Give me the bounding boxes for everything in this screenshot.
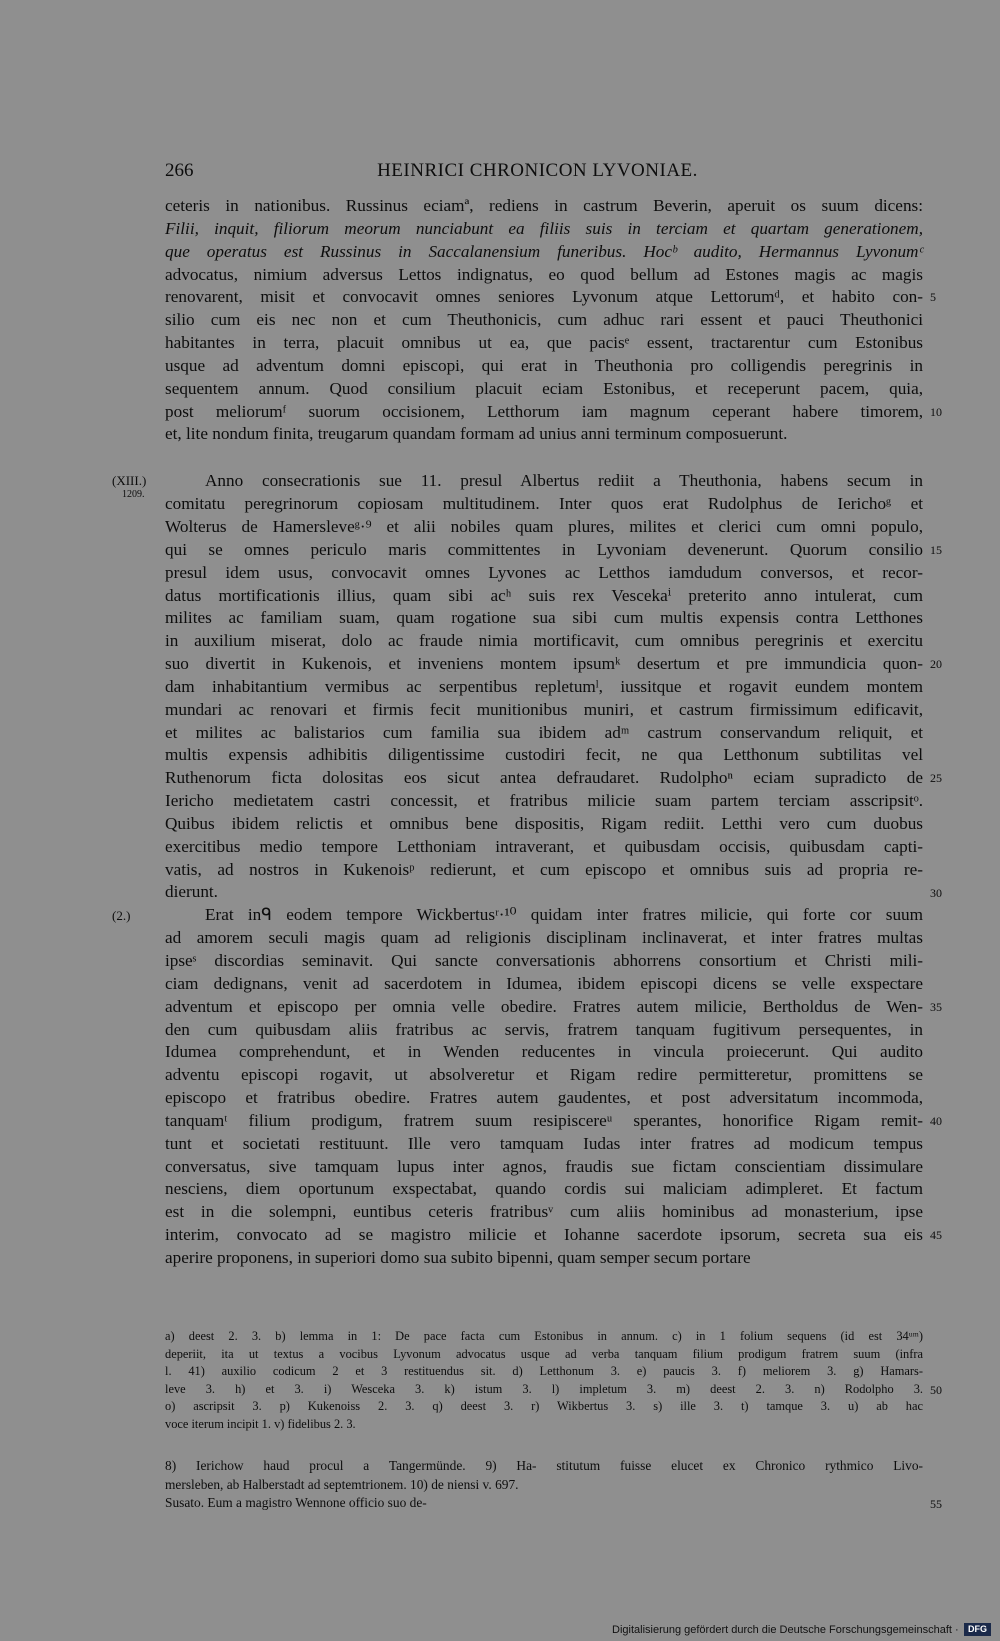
note-line: 8) Ierichow haud procul a Tangermünde. 9) Ha- stitutum fuisse elucet ex Chronico rythmico Livo- <box>165 1458 923 1473</box>
text-line: adventum et episcopo per omnia velle obedire. Fratres autem milicie, Bertholdus de Wen- <box>165 996 923 1016</box>
text-line: dierunt. <box>165 882 218 902</box>
text-line: que operatus est Russinus in Saccalanensium funeribus. Hocᵇ audito, Hermannus Lyvonumᶜ <box>165 241 923 261</box>
text-line: Wolterus de Hamersleveᵍ·⁹ et alii nobiles quam plures, milites et clerici cum omni populo, <box>165 516 923 536</box>
text-line: mundari ac renovari et firmis fecit munitionibus muniri, et castrum firmissimum edificavit, <box>165 699 923 719</box>
text-line: presul idem usus, convocavit omnes Lyvones ac Letthos iamdudum conversos, et recor- <box>165 562 923 582</box>
page-header <box>165 160 910 186</box>
text-line: habitantes in terra, placuit omnibus ut ea, que pacisᵉ essent, tractarentur cum Estonibus <box>165 333 923 353</box>
text-line: et milites ac balistarios cum familia sua ibidem adᵐ castrum conservandum reliquit, et <box>165 722 923 742</box>
note-line: o) ascripsit 3. p) Kukenoiss 2. 3. q) deest 3. r) Wikbertus 3. s) ille 3. t) tamque 3. u) ab hac <box>165 1399 923 1414</box>
text-line: multis expensis adhibitis diligentissime custodiri fecit, ne qua Letthonum subtilitas vel <box>165 745 923 765</box>
text-line: advocatus, nimium adversus Lettos indignatus, eo quod bellum ad Estones magis ac magis <box>165 264 923 284</box>
dfg-logo: DFG <box>964 1623 991 1636</box>
text-line: ipseˢ discordias seminavit. Qui sancte conversationis abhorrens consortium et Christi mili- <box>165 951 923 970</box>
text-line: Anno consecrationis sue 11. presul Albertus rediit a Theuthonia, habens secum in <box>205 471 923 491</box>
line-number: 40 <box>930 1114 942 1129</box>
note-line: a) deest 2. 3. b) lemma in 1: De pace facta cum Estonibus in annum. c) in 1 folium sequens (id est 34ᵘᵐ) <box>165 1329 923 1343</box>
margin-note: (2.) <box>112 907 131 923</box>
text-line: comitatu peregrinorum copiosam multitudinem. Inter quos erat Rudolphus de Ierichoᵍ et <box>165 494 923 514</box>
text-line: est in die solempni, euntibus ceteris fratribusᵛ cum aliis hominibus ad monasterium, ipse <box>165 1202 923 1222</box>
margin-note: (XIII.) <box>112 473 147 489</box>
note-line: deperiit, ita ut textus a vocibus Lyvonum advocatus usque ad verba tanquam filium prodigum fratrem suum (infra <box>165 1346 923 1361</box>
margin-year: 1209. <box>122 489 145 501</box>
note-line: Susato. Eum a magistro Wennone officio suo de- <box>165 1495 427 1511</box>
line-number: 45 <box>930 1228 942 1243</box>
line-number: 25 <box>930 771 942 786</box>
text-line: post meliorumᶠ suorum occisionem, Letthorum iam magnum ceperant habere timorem, <box>165 401 923 421</box>
text-line: vatis, ad nostros in Kukenoisᵖ redierunt, et cum episcopo et omnibus suis ad propria re- <box>165 859 923 879</box>
line-number: 55 <box>930 1497 942 1512</box>
text-line: milites ac familiam suam, quam rogatione sua sibi cum multis expensis contra Letthones <box>165 608 923 628</box>
text-line: aperire proponens, in superiori domo sua subito bipenni, quam semper secum portare <box>165 1247 751 1267</box>
text-line: Idumea comprehendunt, et in Wenden reducentes in vincula proiecerunt. Qui audito <box>165 1042 923 1062</box>
text-line: tanquamᵗ filium prodigum, fratrem suum resipiscereᵘ sperantes, honorifice Rigam remit- <box>165 1110 923 1130</box>
text-line: Ruthenorum ficta dolositas eos sicut antea defraudaret. Rudolphoⁿ eciam supradicto de <box>165 768 923 788</box>
line-number: 30 <box>930 885 942 900</box>
text-line: Erat inᑫ eodem tempore Wickbertusʳ·¹⁰ quidam inter fratres milicie, qui forte cor suum <box>205 905 923 925</box>
text-line: datus mortificationis illius, quam sibi acʰ suis rex Vescekaⁱ preterito anno intulerat, cum <box>165 585 923 605</box>
text-line: silio cum eis nec non et cum Theuthonicis, cum adhuc rari essent et pauci Theuthonici <box>165 310 923 330</box>
text-line: Filii, inquit, filiorum meorum nunciabunt ea filiis suis in terciam et quartam generationem, <box>165 218 923 238</box>
note-line: l. 41) auxilio codicum 2 et 3 restituendus sit. d) Letthonum 3. e) paucis 3. f) meliorem 3. g) Hamars- <box>165 1364 923 1379</box>
text-line: usque ad adventum domni episcopi, qui erat in Theuthonia pro colligendis peregrinis in <box>165 355 923 375</box>
text-line: ciam dedignans, venit ad sacerdotem in Idumea, ibidem episcopi dicens se velle exspectare <box>165 973 923 993</box>
variant-notes <box>165 1328 923 1434</box>
text-line: et, lite nondum finita, treugarum quandam formam ad unius anni terminum composuerunt. <box>165 424 788 444</box>
text-line: interim, convocato ad se magistro milicie et Iohanne sacerdote ipsorum, secreta sua eis <box>165 1225 923 1245</box>
note-line: leve 3. h) et 3. i) Wesceka 3. k) istum 3. l) impletum 3. m) deest 2. 3. n) Rodolpho 3. <box>165 1381 923 1396</box>
text-line: sequentem annum. Quod consilium placuit eciam Estonibus, et receperunt pacem, quia, <box>165 378 923 398</box>
text-line: ad amorem seculi magis quam ad religionis disciplinam inclinaverat, et inter fratres multas <box>165 928 923 948</box>
line-number: 15 <box>930 542 942 557</box>
main-text <box>165 195 923 1270</box>
note-line: voce iterum incipit 1. v) fidelibus 2. 3. <box>165 1416 356 1431</box>
text-line: den cum quibusdam aliis fratribus ac servis, fratrem tanquam fugitivum persequentes, in <box>165 1019 923 1039</box>
line-number: 50 <box>930 1382 942 1397</box>
text-line: dam inhabitantium vermibus ac serpentibus repletumˡ, iussitque et rogavit eundem montem <box>165 676 923 696</box>
text-line: in auxilium miserat, dolo ac fraude nimia mortificavit, cum omnibus peregrinis et exercitu <box>165 631 923 651</box>
text-line: exercitibus medio tempore Letthoniam intraverant, et quibusdam occisis, quibusdam capti- <box>165 836 923 856</box>
text-line: Quibus ibidem relictis et omnibus bene dispositis, Rigam rediit. Letthi vero cum duobus <box>165 813 923 833</box>
text-line: ceteris in nationibus. Russinus eciamª, rediens in castrum Beverin, aperuit os suum dicens: <box>165 196 923 215</box>
text-line: renovarent, misit et convocavit omnes seniores Lyvonum atque Lettorumᵈ, et habito con- <box>165 287 923 307</box>
text-line: episcopo et fratribus obedire. Fratres autem gaudentes, et post adversitatum incommoda, <box>165 1088 923 1108</box>
line-number: 35 <box>930 999 942 1014</box>
line-number: 10 <box>930 404 942 419</box>
text-line: tunt et societati restituunt. Ille vero tamquam Iudas inter fratres ad modicum tempus <box>165 1133 923 1153</box>
line-number: 5 <box>930 290 936 305</box>
text-line: qui se omnes periculo maris committentes in Lyvoniam devenerunt. Quorum consilio <box>165 539 923 559</box>
page-number: 266 <box>165 160 194 181</box>
line-number: 20 <box>930 657 942 672</box>
text-line: suo divertit in Kukenois, et inveniens montem ipsumᵏ desertum et pre immundicia quon- <box>165 654 923 674</box>
footnotes <box>165 1457 923 1513</box>
note-line: mersleben, ab Halberstadt ad septemtrionem. 10) de niensi v. 697. <box>165 1476 519 1492</box>
running-title: HEINRICI CHRONICON LYVONIAE. <box>377 160 698 181</box>
digitization-credit: Digitalisierung gefördert durch die Deutsche Forschungsgemeinschaft · <box>612 1624 959 1636</box>
text-line: Ierichο medietatem castri concessit, et fratribus milicie suam partem terciam asscripsitᵒ. <box>165 791 923 811</box>
text-line: conversatus, sive tamquam lupus inter agnos, fraudis sue fictam conscientiam dissimulare <box>165 1156 923 1176</box>
text-line: adventu episcopi rogavit, ut absolveretur et Rigam redire permitteretur, promittens se <box>165 1065 923 1085</box>
text-line: nesciens, diem oportunum exspectabat, quando cordis sui maliciam adimpleret. Et factum <box>165 1179 923 1199</box>
